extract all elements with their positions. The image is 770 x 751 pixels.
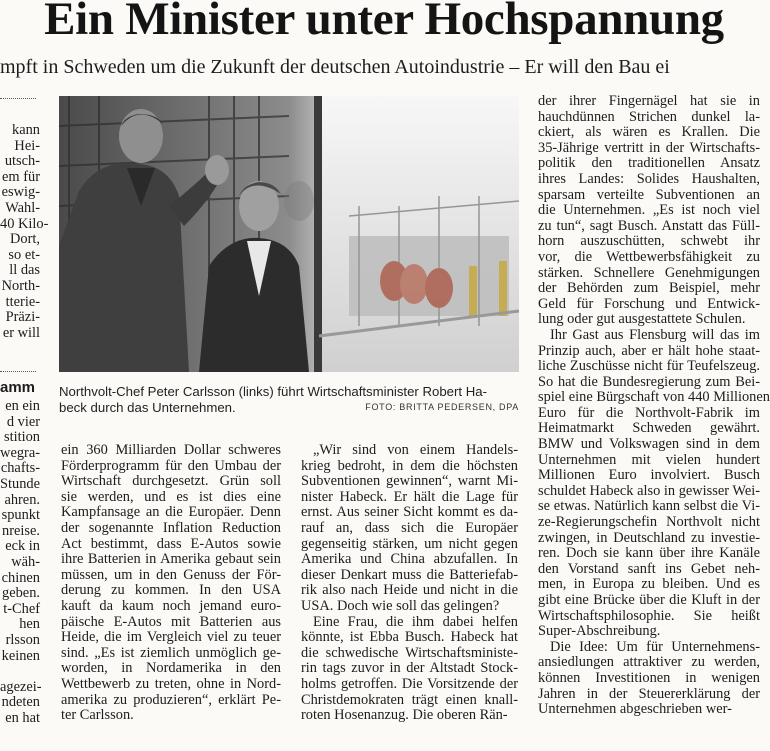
- text-line: stition: [4, 429, 40, 446]
- left-column-subheading: amm: [0, 379, 36, 396]
- text-line: Christdemokraten trägt einen knall-: [301, 691, 518, 708]
- text-line: zu tun“, sagt Busch. Anstatt das Füll-: [538, 217, 760, 234]
- text-line: ren. Doch sie kann über ihre Kanäle: [538, 545, 760, 562]
- text-line: zwingen, in Deutschland zu investie-: [538, 529, 760, 546]
- text-line: Millionen Euro involviert. Busch: [538, 467, 760, 484]
- text-line: Heimatmarkt Schweden gewährt.: [538, 420, 760, 437]
- article-column-2: [61, 443, 281, 724]
- text-line: Unternehmen abgeschrieben wer-: [538, 701, 732, 718]
- article-photo: [59, 96, 519, 372]
- text-line: Wahl-: [5, 199, 40, 216]
- text-line: gegenseitig stärken, um nicht gegen: [301, 535, 518, 552]
- text-line: so et-: [8, 246, 40, 263]
- text-line: [0, 664, 40, 680]
- text-line: vor, die Wettbewerbsfähigkeit zu: [538, 248, 760, 265]
- text-line: rin tags zuvor in der Altstadt Stock-: [301, 660, 518, 677]
- text-line: rlsson: [5, 631, 40, 648]
- text-line: Wirtschaft durchgesetzt. Grün soll: [61, 473, 281, 490]
- text-line: agezei-: [0, 678, 42, 695]
- text-line: sie werden, und es ist dies eine: [61, 488, 281, 505]
- text-line: holms getroffen. Die Vorsitzende der: [301, 675, 518, 692]
- article-column-3: [301, 443, 518, 724]
- text-line: dieser Denkart muss die Batteriefab-: [301, 566, 518, 583]
- left-column-top: [0, 122, 49, 341]
- photo-factory-visit: [59, 96, 519, 372]
- text-line: müssen, um in den Genuss der För-: [61, 566, 281, 583]
- text-line: wäh-: [11, 553, 40, 570]
- text-line: en ein: [5, 398, 40, 414]
- text-line: kauft da kaum noch jemand euro-: [61, 597, 281, 614]
- text-line: Act bestimmt, dass E-Autos sowie: [61, 535, 281, 552]
- text-line: Euro für die Northvolt-Fabrik im: [538, 404, 760, 421]
- text-line: Unternehmen mit vielen hundert: [538, 451, 760, 468]
- text-line: Jahren in der Steuererklärung der: [538, 685, 760, 702]
- text-line: 40 Kilo-: [0, 215, 49, 232]
- text-line: se etwas. Natürlich kann selbst die Vi-: [538, 498, 760, 515]
- text-line: Wirtschaftsphilosophie. Sie heißt: [538, 607, 760, 624]
- text-line: sparsam verteilte Subventionen an: [538, 186, 760, 203]
- text-line: 35-Jährige vertritt in der Wirtschafts-: [538, 139, 760, 156]
- text-line: den Vorstand sanft ins Gebet neh-: [538, 560, 760, 577]
- text-line: ansiedlungen attraktiver zu werden,: [538, 654, 760, 671]
- text-line: der sogenannte Inflation Reduction: [61, 519, 281, 536]
- text-line: nister Habeck. Er hält die Lage für: [301, 488, 518, 505]
- text-line: die schwedische Wirtschaftsministe-: [301, 644, 518, 661]
- text-line: „Wir sind von einem Handels-: [313, 442, 518, 458]
- text-line: können Investitionen in wenigen: [538, 669, 760, 686]
- text-line: amerika zu produzieren“, erklärt Pe-: [61, 691, 281, 708]
- caption-line-2: beck durch das Unternehmen.: [59, 400, 236, 415]
- text-line: hauchdünnen Strichen dunkel la-: [538, 108, 760, 125]
- text-line: Hei-: [14, 137, 40, 154]
- text-line: wegra-: [0, 444, 40, 461]
- text-line: tterie-: [5, 293, 40, 310]
- photo-credit: FOTO: BRITTA PEDERSEN, DPA: [365, 402, 519, 412]
- text-line: sind. „Es ist ziemlich unmöglich ge-: [61, 644, 281, 661]
- text-line: krieg bedroht, in dem die höchsten: [301, 457, 518, 474]
- text-line: könnte, ist Ebba Busch. Habeck hat: [301, 629, 518, 646]
- text-line: ter Carlsson.: [61, 707, 134, 724]
- text-line: eck in: [5, 538, 40, 555]
- text-line: Dort,: [10, 231, 40, 248]
- text-line: Die Idee: Um für Unternehmens-: [550, 638, 760, 655]
- text-line: Präzi-: [5, 309, 40, 326]
- text-line: chinen: [1, 569, 40, 586]
- text-line: liche Zuschüsse nicht für Teufelszeug.: [538, 358, 760, 375]
- text-line: lung oder gut ausgestattete Schulen.: [538, 311, 746, 328]
- caption-line-1: Northvolt-Chef Peter Carlsson (links) führt Wirtschaftsminister Robert Ha-: [59, 384, 487, 399]
- text-line: rauf an, dass sich die Europäer: [301, 519, 518, 536]
- column-divider: [0, 98, 36, 99]
- text-line: men, in Europa zu bleiben. Und es: [538, 576, 760, 593]
- text-line: der Behörden zum Beispiel, mehr: [538, 280, 760, 297]
- text-line: spiel eine Bürgschaft von 440 Millionen: [538, 389, 770, 406]
- text-line: Stunde: [0, 475, 40, 492]
- text-line: spunkt: [1, 507, 40, 524]
- text-line: roten Hosenanzug. Die oberen Rän-: [301, 707, 508, 724]
- text-line: ernst. Aus seiner Sicht kommt es da-: [301, 504, 518, 521]
- text-line: schuldet Habeck also in gewisser Wei-: [538, 482, 760, 499]
- text-line: kann: [12, 122, 40, 138]
- text-line: politik den traditionellen Ansatz: [538, 155, 760, 172]
- text-line: geben.: [2, 585, 40, 602]
- text-line: die Unternehmen. „Es ist noch viel: [538, 202, 760, 219]
- text-line: Geld für Forschung und Entwick-: [538, 295, 760, 312]
- text-line: gibt eine Brücke über die Kluft in der: [538, 592, 760, 608]
- headline: Ein Minister unter Hochspannung: [44, 0, 724, 45]
- text-line: ckiert, als wären es Krallen. Die: [538, 124, 760, 141]
- text-line: Förderprogramm für den Umbau der: [61, 457, 281, 474]
- text-line: horn auszuschütten, schwebt ihr: [538, 233, 760, 250]
- text-line: päische E-Autos mit Batterien aus: [61, 613, 281, 630]
- text-line: BMW und Volkswagen sind in dem: [538, 436, 760, 453]
- subheadline: mpft in Schweden um die Zukunft der deutschen Autoindustrie – Er will den Bau ei: [0, 56, 670, 78]
- text-line: derung zu kommen. In den USA: [61, 582, 281, 599]
- text-line: er will: [2, 324, 40, 341]
- column-divider: [0, 371, 36, 372]
- text-line: ll das: [9, 262, 40, 279]
- text-line: utsch-: [4, 153, 40, 170]
- text-line: keinen: [1, 647, 40, 664]
- text-line: Ihr Gast aus Flensburg will das im: [550, 326, 760, 343]
- text-line: Amerika und China abzufallen. In: [301, 551, 518, 568]
- text-line: Eine Frau, die ihm dabei helfen: [313, 613, 518, 630]
- text-line: Subventionen gewinnen“, warnt Mi-: [301, 473, 518, 490]
- text-line: chafts-: [0, 460, 40, 477]
- text-line: en hat: [5, 709, 40, 726]
- text-line: stärken. Schnellere Genehmigungen: [538, 264, 760, 281]
- text-line: t-Chef: [3, 600, 40, 617]
- text-line: North-: [1, 277, 40, 294]
- text-line: Super-Abschreibung.: [538, 623, 661, 640]
- text-line: hen: [19, 616, 40, 633]
- text-line: Heide, die im Vergleich viel zu teuer: [61, 629, 281, 646]
- text-line: ahren.: [4, 491, 40, 508]
- text-line: rik also nach Heide und nicht in die: [301, 582, 518, 599]
- text-line: ein 360 Milliarden Dollar schweres: [61, 442, 281, 458]
- text-line: Prinzip auch, aber er hält hohe staat-: [538, 342, 760, 359]
- text-line: d vier: [6, 413, 40, 430]
- text-line: Kampfansage an die Europäer. Denn: [61, 504, 281, 521]
- text-line: ze-Regierungschefin Northvolt nicht: [538, 514, 760, 531]
- text-line: ihres Landes: Solides Haushalten,: [538, 170, 760, 187]
- text-line: nreise.: [2, 522, 40, 539]
- text-line: em für: [2, 168, 40, 185]
- text-line: So hat die Bundesregierung zum Bei-: [538, 373, 760, 390]
- text-line: eswig-: [1, 184, 40, 201]
- article-column-4: [538, 93, 770, 718]
- text-line: ihre Batterien in Amerika gebaut sein: [61, 551, 281, 568]
- text-line: worden, in Nordamerika in den: [61, 660, 281, 677]
- left-column-bottom: [0, 399, 40, 726]
- text-line: ndeten: [1, 694, 40, 711]
- text-line: USA. Doch wie soll das gelingen?: [301, 597, 500, 614]
- text-line: Wettbewerb zu treten, ohne in Nord-: [61, 675, 281, 692]
- text-line: der ihrer Fingernägel hat sie in: [538, 93, 760, 109]
